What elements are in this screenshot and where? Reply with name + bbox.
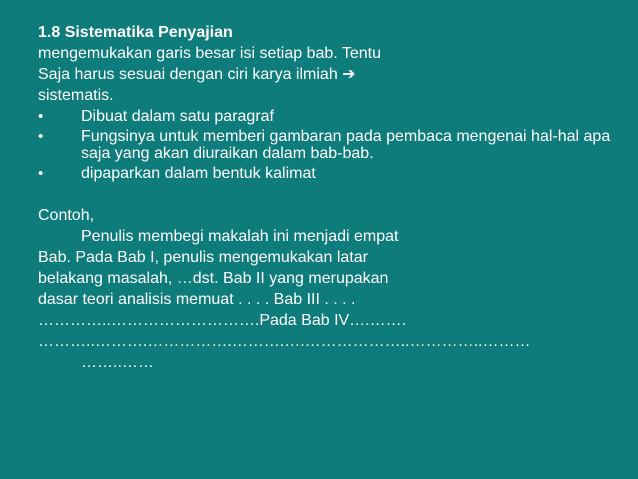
spacer	[38, 184, 618, 205]
intro-line-3: sistematis.	[38, 87, 114, 104]
bullet-item	[38, 128, 618, 162]
example-line-5: …………..……………………….Pada Bab IV….…….	[38, 312, 407, 329]
example-line-3: belakang masalah, …dst. Bab II yang merupakan	[38, 270, 389, 287]
example-heading: Contoh,	[38, 207, 95, 224]
bullet-item	[38, 106, 618, 127]
slide-content	[38, 22, 618, 373]
intro-line-2	[38, 64, 618, 85]
bullet-text: Fungsinya untuk memberi gambaran pada pembaca mengenai hal-hal apa saja yang akan diuraikan dalam bab-bab.	[81, 128, 611, 162]
bullet-text: dipaparkan dalam bentuk kalimat	[81, 165, 316, 182]
slide-title: 1.8 Sistematika Penyajian	[38, 24, 233, 41]
intro-line-2-text: Saja harus sesuai dengan ciri karya ilmiah	[38, 66, 343, 83]
example-line-2: Bab. Pada Bab I, penulis mengemukakan latar	[38, 249, 368, 266]
bullet-icon: •	[38, 165, 44, 182]
example-line-1: Penulis membegi makalah ini menjadi empat	[81, 228, 399, 245]
example-line-4: dasar teori analisis memuat . . . . Bab III . . . .	[38, 291, 356, 308]
bullet-text: Dibuat dalam satu paragraf	[81, 108, 274, 125]
bullet-icon: •	[38, 108, 44, 125]
bullet-icon: •	[38, 128, 44, 145]
bullet-item	[38, 163, 618, 184]
bullet-list	[38, 106, 618, 184]
example-line-6: ………..……….…………….……….….………………..…………..………	[38, 333, 531, 350]
intro-line-1: mengemukakan garis besar isi setiap bab. Tentu	[38, 45, 382, 62]
arrow-icon: ➔	[342, 66, 356, 83]
example-line-7: ……..……	[81, 354, 154, 371]
